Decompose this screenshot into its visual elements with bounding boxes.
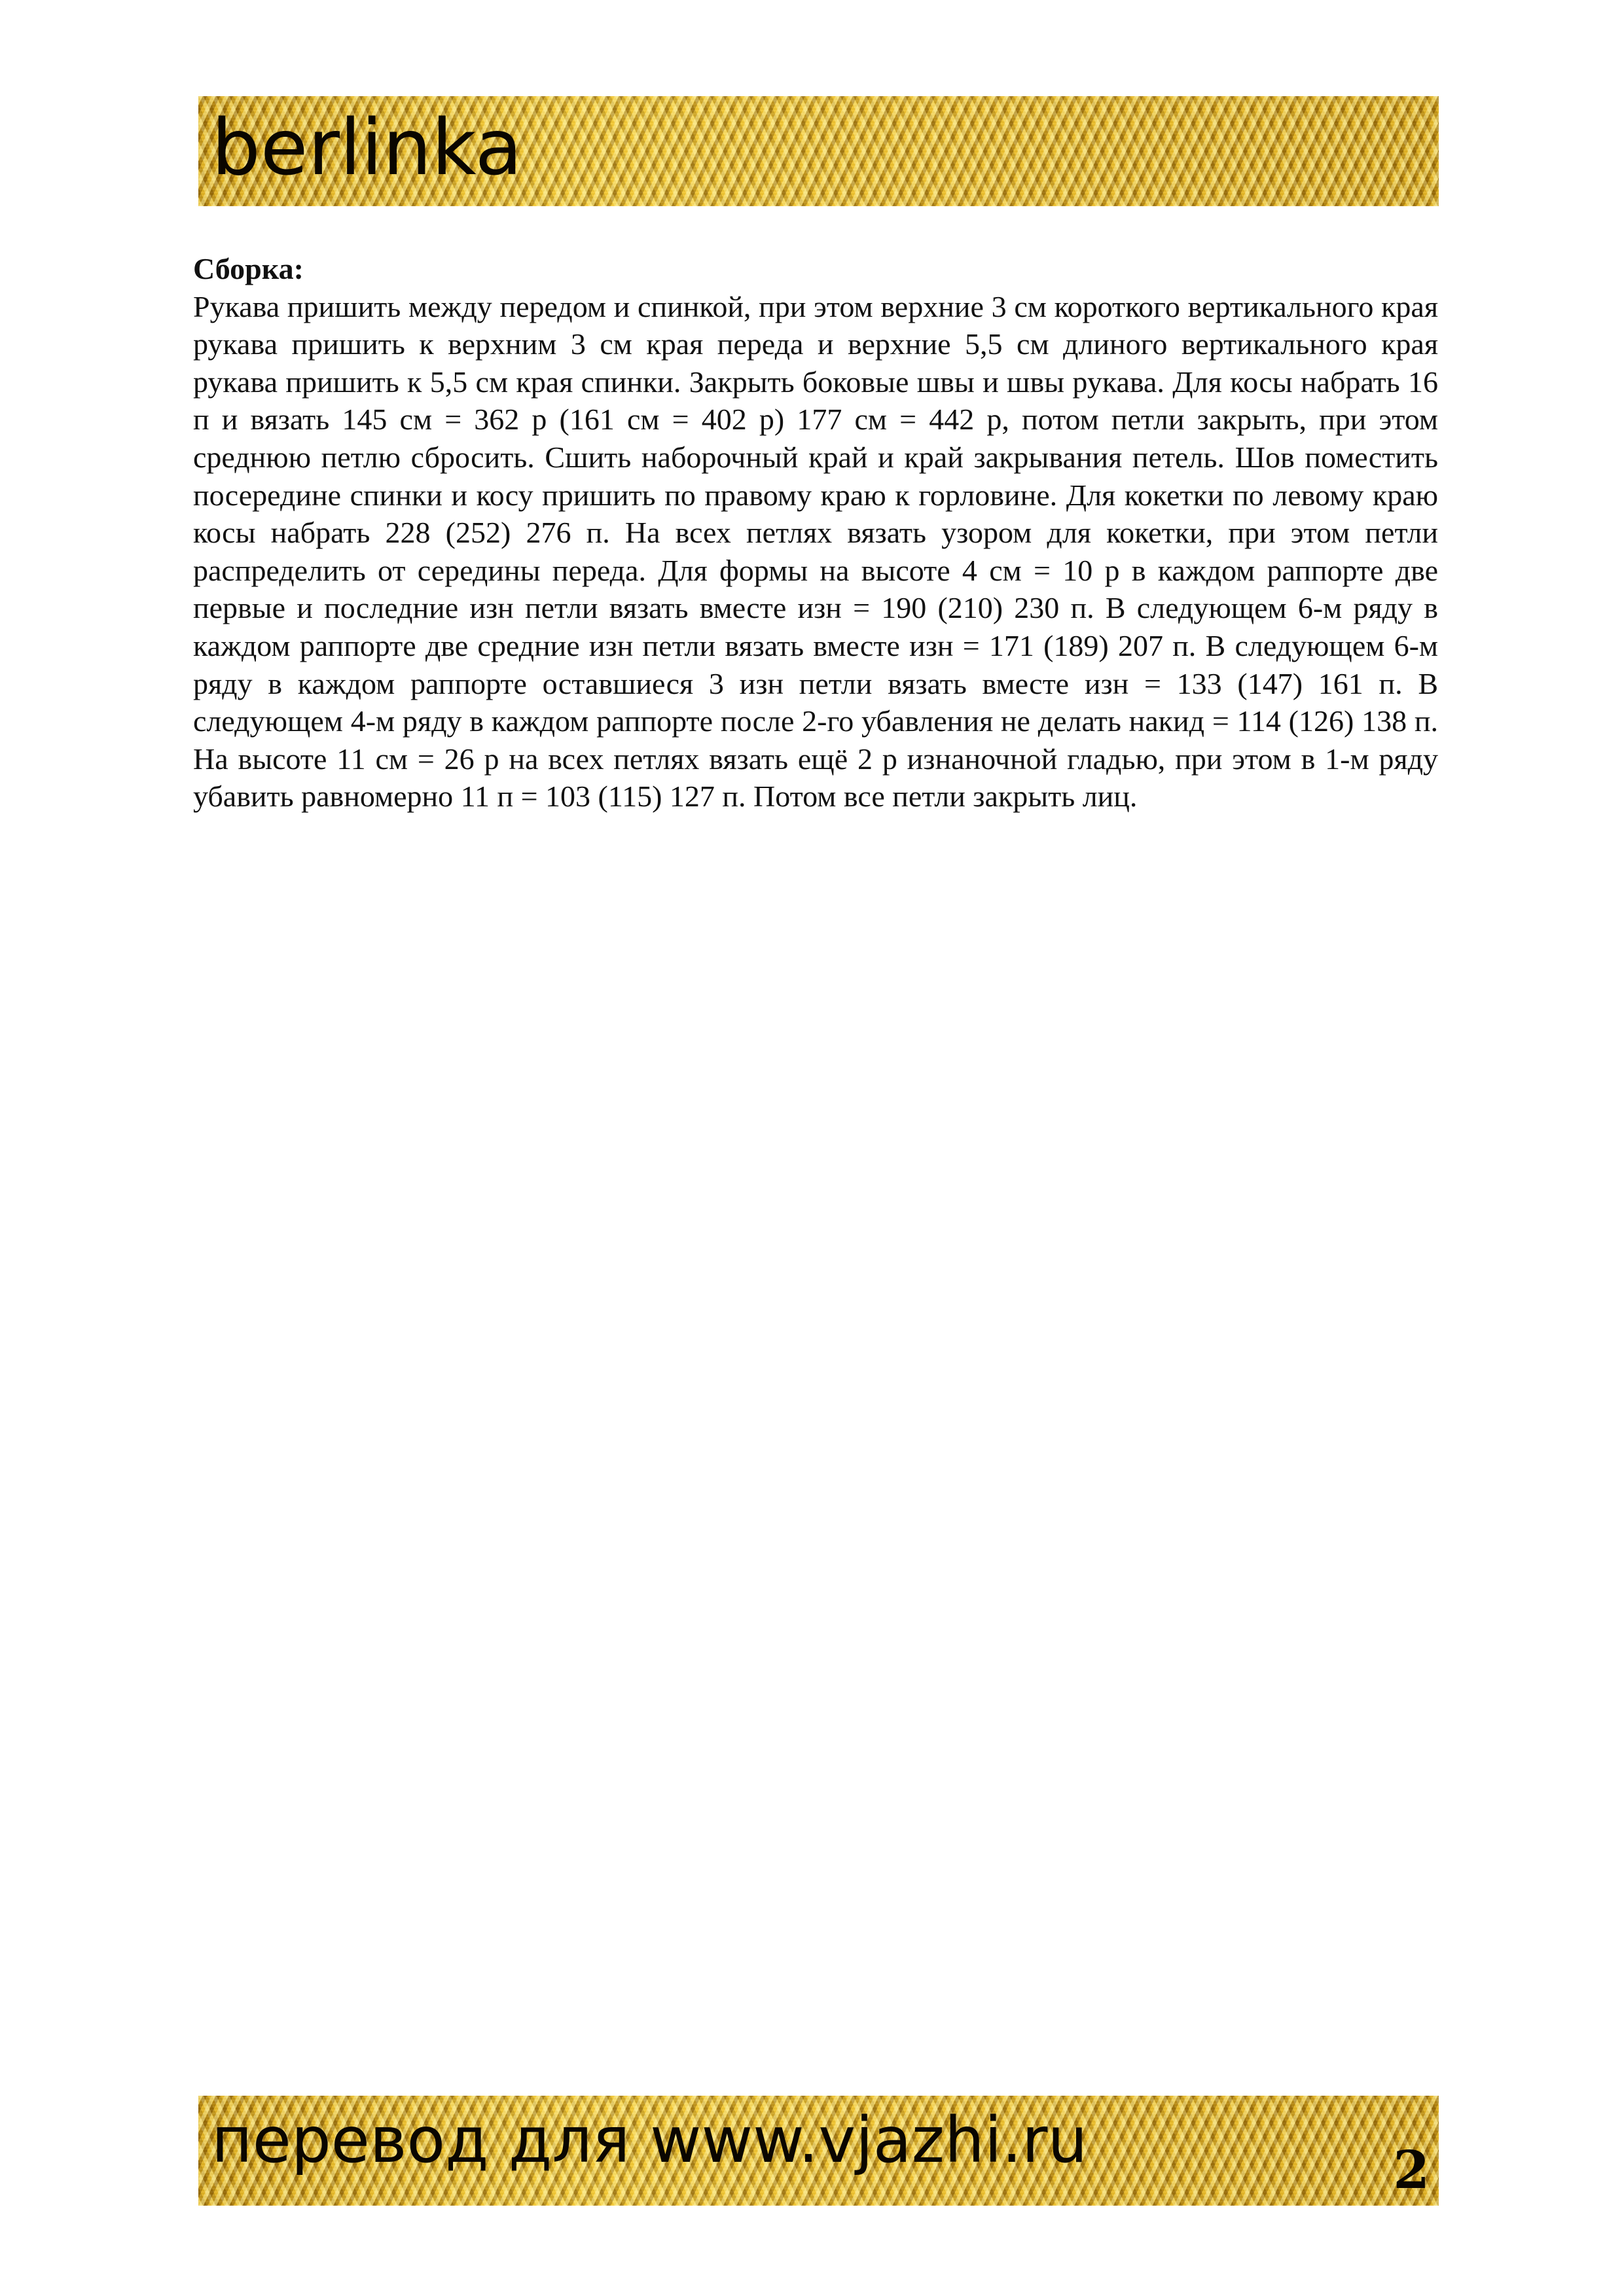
assembly-instructions: Рукава пришить между передом и спинкой, при этом верхние 3 см короткого вертикального края рукава пришить к верхним 3 см края переда и верхние 5,5 см длиного вертикального края рукава пришить к 5,5 см края спинки. Закрыть боковые швы и швы рукава. Для косы набрать 16 п и вязать 145 см = 362 р (161 см = 402 р) 177 см = 442 р, потом петли закрыть, при этом среднюю петлю сбросить. Сшить наборочный край и край закрывания петель. Шов поместить посередине спинки и косу пришить по правому краю к горловине. Для кокетки по левому краю косы набрать 228 (252) 276 п. На всех петлях вязать узором для кокетки, при этом петли распределить от середины переда. Для формы на высоте 4 см = 10 р в каждом раппорте две первые и последние изн петли вязать вместе изн = 190 (210) 230 п. В следующем 6-м ряду в каждом раппорте две средние изн петли вязать вместе изн = 171 (189) 207 п. В следующем 6-м ряду в каждом раппорте оставшиеся 3 изн петли вязать вместе изн = 133 (147) 161 п. В следующем 4-м ряду в каждом раппорте после 2-го убавления не делать накид = 114 (126) 138 п. На высоте 11 см = 26 р на всех петлях вязать ещё 2 р изнаночной гладью, при этом в 1-м ряду убавить равномерно 11 п = 103 (115) 127 п. Потом все петли закрыть лиц. — [193, 289, 1438, 814]
document-content — [193, 250, 1438, 816]
header-title: berlinka — [211, 102, 522, 192]
section-title: Сборка: — [193, 252, 304, 285]
footer-text: перевод для www.vjazhi.ru — [211, 2104, 1088, 2177]
page-number: 2 — [1393, 2139, 1430, 2200]
footer-banner — [198, 2096, 1439, 2206]
header-banner — [198, 96, 1439, 206]
